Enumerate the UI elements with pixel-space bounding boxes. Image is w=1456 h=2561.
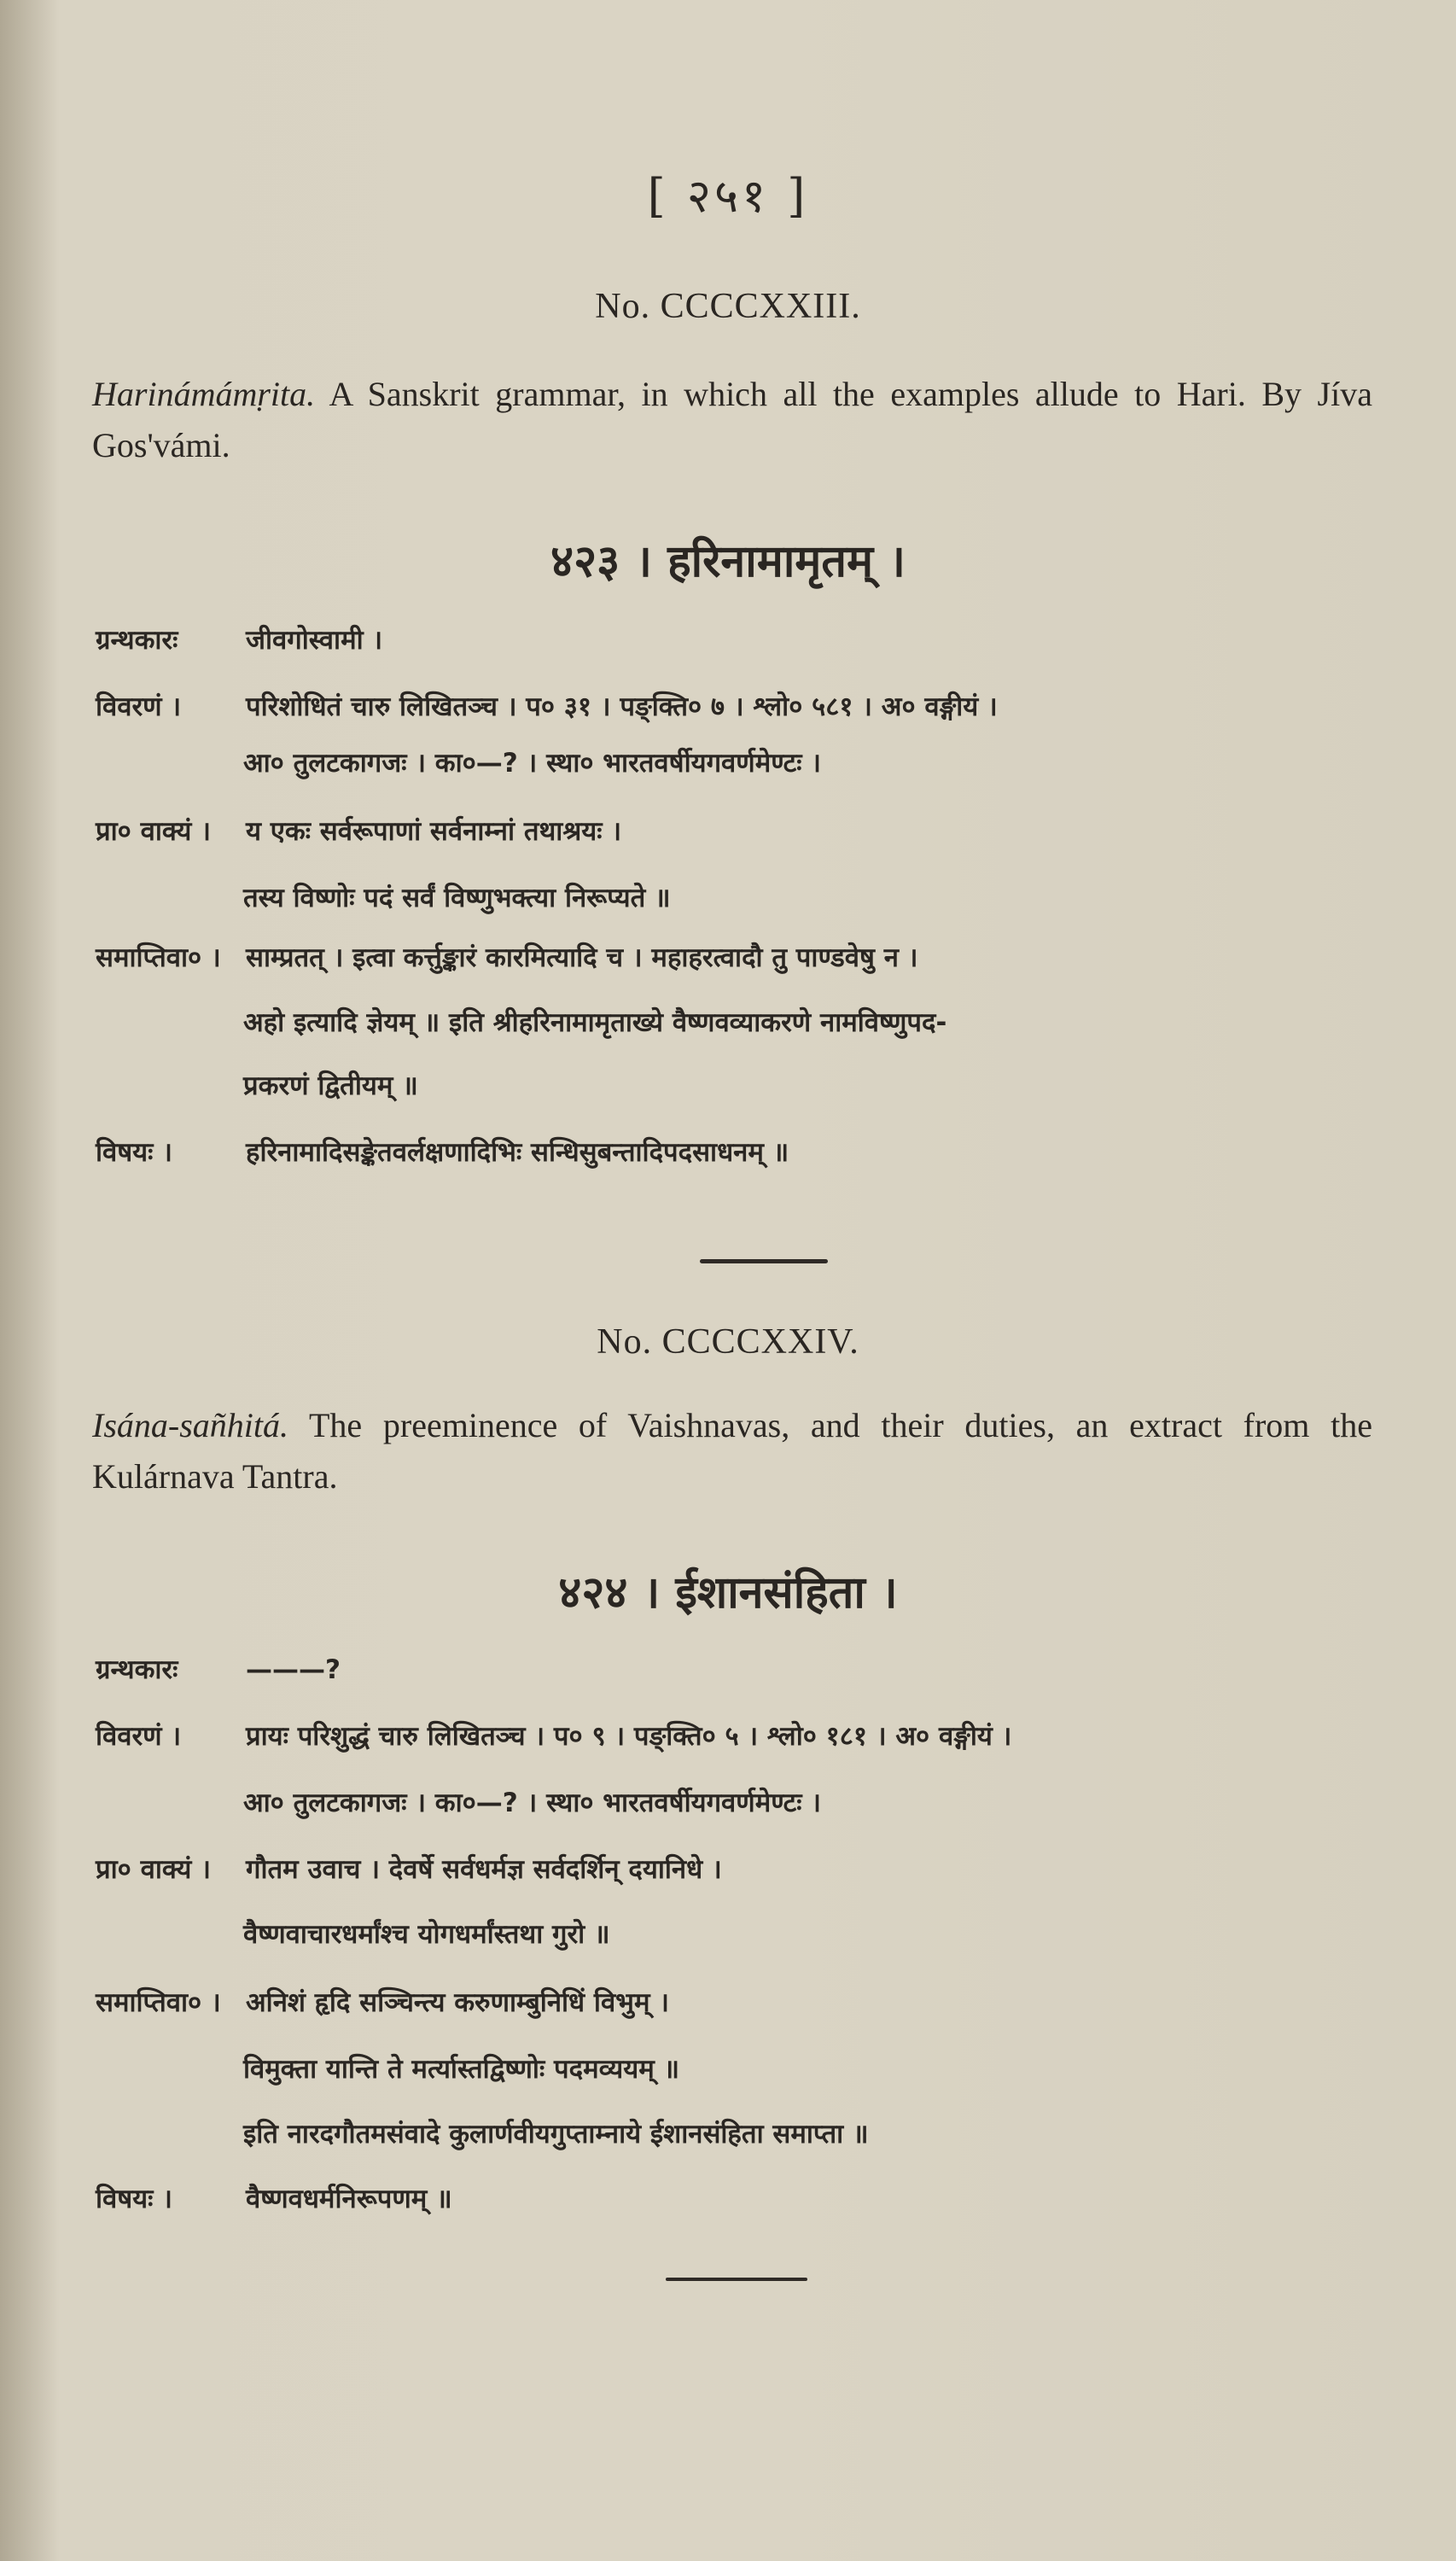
entry-number: No. CCCCXXIV. [597,1322,859,1362]
sanskrit-heading: ४२४ । ईशानसंहिता । [558,1566,898,1619]
subject-value: वैष्णवधर्मनिरूपणम् ॥ [246,2184,452,2214]
entry-description-text: The preeminence of Vaishnavas, and their duties, an extract from the Kulárnava Tantra. [92,1406,1372,1496]
details-label: विवरणं । [96,1721,182,1752]
author-label: ग्रन्थकारः [96,625,178,656]
author-value: जीवगोस्वामी । [246,625,383,656]
author-value: ———? [246,1654,341,1685]
author-field [96,623,1393,657]
entry-title: Harinámámṛita. [92,375,316,413]
closing-line: साम्प्रतत् । इत्वा कर्त्तुङ्कारं कारमित्यादि च । महाहरत्वादौ तु पाण्डवेषु न । [246,942,918,973]
section-divider [700,1259,828,1263]
closing-line: अनिशं हृदि सञ्चिन्त्य करुणाम्बुनिधिं विभुम् । [246,1987,670,2018]
opening-line: तस्य विष्णोः पदं सर्वं विष्णुभक्त्या निरूप्यते ॥ [243,883,671,913]
subject-value: हरिनामादिसङ्केतवर्लक्षणादिभिः सन्धिसुबन्तादिपदसाधनम् ॥ [246,1137,789,1168]
closing-label: समाप्तिवा० । [96,1987,221,2018]
details-line: आ० तुलटकागजः । का०—? । स्था० भारतवर्षीयगवर्णमेण्टः । [243,1788,822,1818]
entry-description [92,1400,1372,1502]
opening-field [96,1852,1393,1887]
details-line: प्रायः परिशुद्धं चारु लिखितञ्च । प० ९ । पङ्क्ति० ५ । श्लो० १८१ । अ० वङ्गीयं । [246,1721,1012,1752]
opening-line: गौतम उवाच । देवर्षे सर्वधर्मज्ञ सर्वदर्शिन् दयानिधे । [246,1854,722,1885]
opening-line: वैष्णवाचारधर्मांश्च योगधर्मांस्तथा गुरो ॥ [243,1919,610,1950]
author-field [96,1653,1393,1687]
details-field [96,1719,1393,1753]
entry-description-text: A Sanskrit grammar, in which all the examples allude to Hari. By Jíva Gos'vámi. [92,375,1372,464]
subject-label: विषयः । [96,1137,172,1168]
page-number: [ २५१ ] [647,169,809,223]
opening-field [96,814,1393,849]
opening-line: य एकः सर्वरूपाणां सर्वनाम्नां तथाश्रयः । [246,816,622,847]
gutter-shadow [0,0,60,2561]
details-label: विवरणं । [96,691,182,722]
closing-line: प्रकरणं द्वितीयम् ॥ [243,1070,418,1101]
subject-field [96,2182,1393,2216]
details-line: परिशोधितं चारु लिखितञ्च । प० ३१ । पङ्क्ति० ७ । श्लो० ५८१ । अ० वङ्गीयं । [246,691,998,722]
details-field [96,690,1393,724]
section-divider [666,2278,807,2281]
details-line: आ० तुलटकागजः । का०—? । स्था० भारतवर्षीयगवर्णमेण्टः । [243,748,822,779]
entry-number: No. CCCCXXIII. [595,287,861,326]
sanskrit-heading: ४२३ । हरिनामामृतम् । [550,535,906,587]
closing-line: विमुक्ता यान्ति ते मर्त्यास्तद्विष्णोः पदमव्ययम् ॥ [243,2054,680,2085]
opening-label: प्रा० वाक्यं । [96,1854,211,1885]
closing-label: समाप्तिवा० । [96,942,221,973]
subject-field [96,1135,1393,1170]
closing-field [96,1986,1393,2020]
opening-label: प्रा० वाक्यं । [96,816,211,847]
entry-title: Isána-sañhitá. [92,1406,288,1444]
closing-line: अहो इत्यादि ज्ञेयम् ॥ इति श्रीहरिनामामृताख्ये वैष्णवव्याकरणे नामविष्णुपद- [243,1007,947,1038]
closing-field [96,941,1393,975]
entry-description [92,369,1372,471]
author-label: ग्रन्थकारः [96,1654,178,1685]
subject-label: विषयः । [96,2184,172,2214]
closing-line: इति नारदगौतमसंवादे कुलार्णवीयगुप्ताम्नाये ईशानसंहिता समाप्ता ॥ [243,2119,869,2150]
